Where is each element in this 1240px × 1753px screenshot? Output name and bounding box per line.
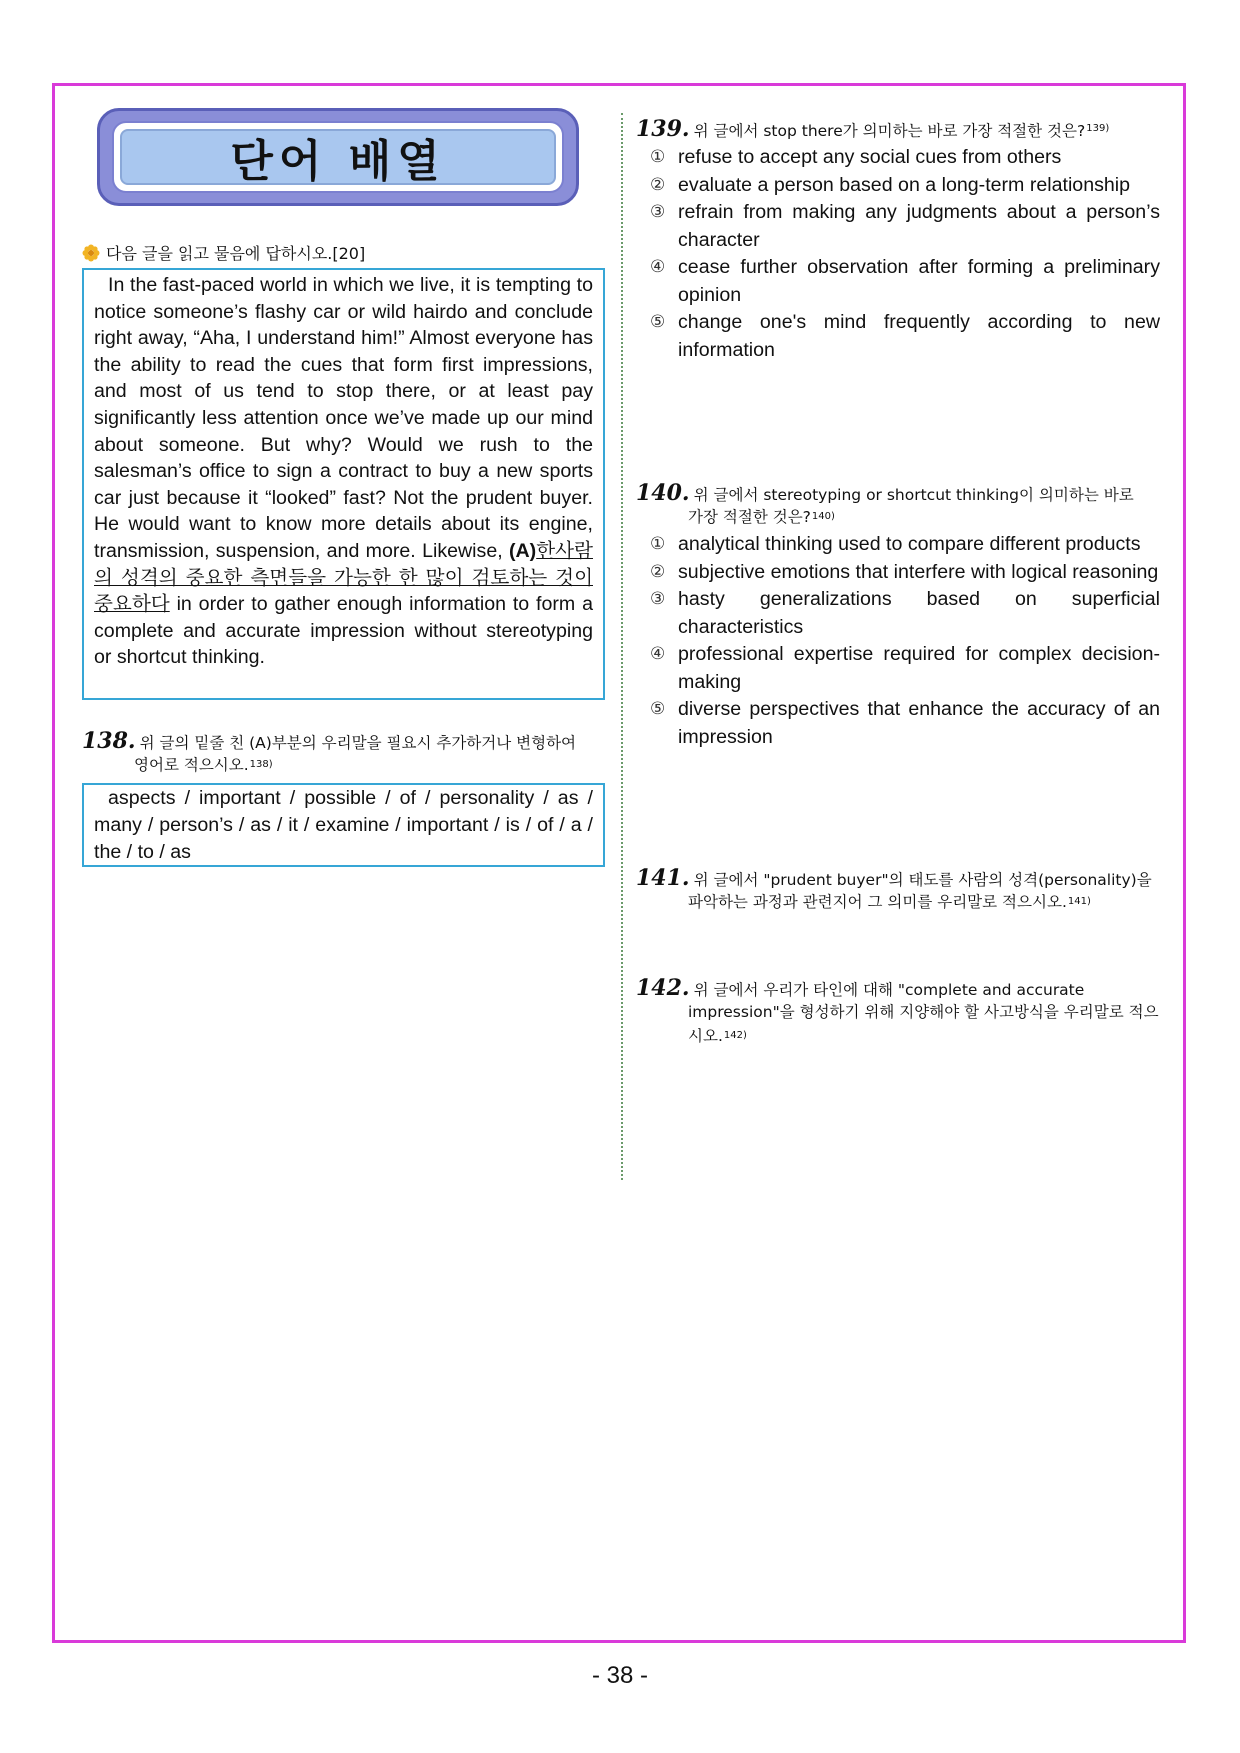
passage-box xyxy=(82,268,605,700)
banner-core xyxy=(120,129,556,185)
passage-marker: (A) xyxy=(509,539,537,562)
option-mark: ③ xyxy=(650,589,666,609)
q139-option-5[interactable] xyxy=(650,309,1160,364)
instruction-text: 다음 글을 읽고 물음에 답하시오.[20] xyxy=(106,244,366,263)
instruction-line xyxy=(82,241,365,264)
q139-option-1[interactable] xyxy=(650,144,1160,172)
q140-option-2[interactable] xyxy=(650,559,1160,587)
q140-option-4[interactable] xyxy=(650,641,1160,696)
passage-text xyxy=(94,272,593,671)
q139-option-4[interactable] xyxy=(650,254,1160,309)
option-text: subjective emotions that interfere with logical reasoning xyxy=(678,560,1159,583)
q140-option-1[interactable] xyxy=(650,531,1160,559)
option-mark: ① xyxy=(650,147,666,167)
q138-text-cont: 영어로 적으시오. xyxy=(134,756,249,774)
q140-option-3[interactable] xyxy=(650,586,1160,641)
q138-footnote: 138) xyxy=(249,759,273,770)
q139-number: 139. xyxy=(636,116,690,142)
q139-footnote: 139) xyxy=(1086,123,1110,134)
option-mark: ② xyxy=(650,174,666,195)
q140-number: 140. xyxy=(636,480,690,506)
q142-text: 위 글에서 우리가 타인에 대해 "complete and accurate xyxy=(693,981,1085,999)
question-138 xyxy=(82,729,607,777)
q139-option-3[interactable] xyxy=(650,199,1160,254)
q138-number: 138. xyxy=(82,728,136,754)
option-mark: ④ xyxy=(650,644,666,664)
q142-number: 142. xyxy=(636,975,690,1001)
q140-option-5[interactable] xyxy=(650,696,1160,751)
option-mark: ⑤ xyxy=(650,312,666,332)
option-mark: ③ xyxy=(650,202,666,222)
option-text: analytical thinking used to compare different products xyxy=(678,533,1141,555)
option-text: professional expertise required for complex decision-making xyxy=(678,643,1160,693)
q139-text: 위 글에서 stop there가 의미하는 바로 가장 적절한 것은? xyxy=(693,122,1086,140)
flower-icon xyxy=(82,244,100,262)
title-banner xyxy=(97,108,579,206)
option-text: refuse to accept any social cues from others xyxy=(678,146,1062,168)
word-box xyxy=(82,783,605,867)
q140-footnote: 140) xyxy=(811,511,835,522)
option-text: hasty generalizations based on superficial characteristics xyxy=(678,588,1160,638)
q140-text-cont: 가장 적절한 것은? xyxy=(688,508,811,526)
q141-text-cont: 파악하는 과정과 관련지어 그 의미를 우리말로 적으시오. xyxy=(688,893,1067,911)
option-text: refrain from making any judgments about a person’s character xyxy=(678,201,1160,251)
q141-footnote: 141) xyxy=(1067,896,1091,907)
option-text: cease further observation after forming a preliminary opinion xyxy=(678,256,1160,306)
question-140 xyxy=(636,481,1166,529)
word-list: aspects / important / possible / of / personality / as / many / person’s / as / it / examine / important / is / of / a / the / to / as xyxy=(94,787,593,863)
q140-options xyxy=(650,531,1160,751)
q141-number: 141. xyxy=(636,865,690,891)
question-139 xyxy=(636,117,1166,143)
q138-text: 위 글의 밑줄 친 (A)부분의 우리말을 필요시 추가하거나 변형하여 xyxy=(139,734,577,752)
passage-underlined: 한사람의 성격의 중요한 측면들을 가능한 한 많이 검토하는 것이 중요하다 xyxy=(94,539,593,616)
page-number: - 38 - xyxy=(591,1662,648,1689)
option-text: change one's mind frequently according to new information xyxy=(678,311,1160,361)
q139-option-2[interactable] xyxy=(650,172,1160,200)
banner-inner-frame xyxy=(112,121,564,193)
question-141 xyxy=(636,866,1166,914)
option-text: evaluate a person based on a long-term relationship xyxy=(678,173,1131,196)
option-mark: ② xyxy=(650,561,666,582)
passage-part1: In the fast-paced world in which we live, it is tempting to notice someone’s flashy car or wild hairdo and conclude right away, “Aha, I understand him!” Almost everyone has the ability to read the cues that form first impressions, and most of us tend to stop there, or at least pay significantly less attention once we’ve made up our mind about someone. But why? Would we rush to the salesman’s office to sign a contract to buy a new sports car just because it “looked” fast? Not the prudent buyer. He would want to know more details about its engine, transmission, suspension, and more. Likewise, xyxy=(94,274,593,562)
passage-part2: in order to gather enough information to form a complete and accurate impression without stereotyping or shortcut thinking. xyxy=(94,593,593,669)
q141-text: 위 글에서 "prudent buyer"의 태도를 사람의 성격(personality)을 xyxy=(693,871,1152,889)
option-mark: ① xyxy=(650,534,666,554)
column-divider xyxy=(621,113,623,1180)
option-text: diverse perspectives that enhance the accuracy of an impression xyxy=(678,698,1160,748)
q142-footnote: 142) xyxy=(723,1030,747,1041)
option-mark: ⑤ xyxy=(650,699,666,719)
q142-text-cont: impression"을 형성하기 위해 지양해야 할 사고방식을 우리말로 적으시오. xyxy=(688,1003,1159,1045)
q139-options xyxy=(650,144,1160,364)
option-mark: ④ xyxy=(650,257,666,277)
question-142 xyxy=(636,976,1166,1048)
q140-text: 위 글에서 stereotyping or shortcut thinking이 의미하는 바로 xyxy=(693,486,1134,504)
banner-title: 단어 배열 xyxy=(230,136,446,187)
